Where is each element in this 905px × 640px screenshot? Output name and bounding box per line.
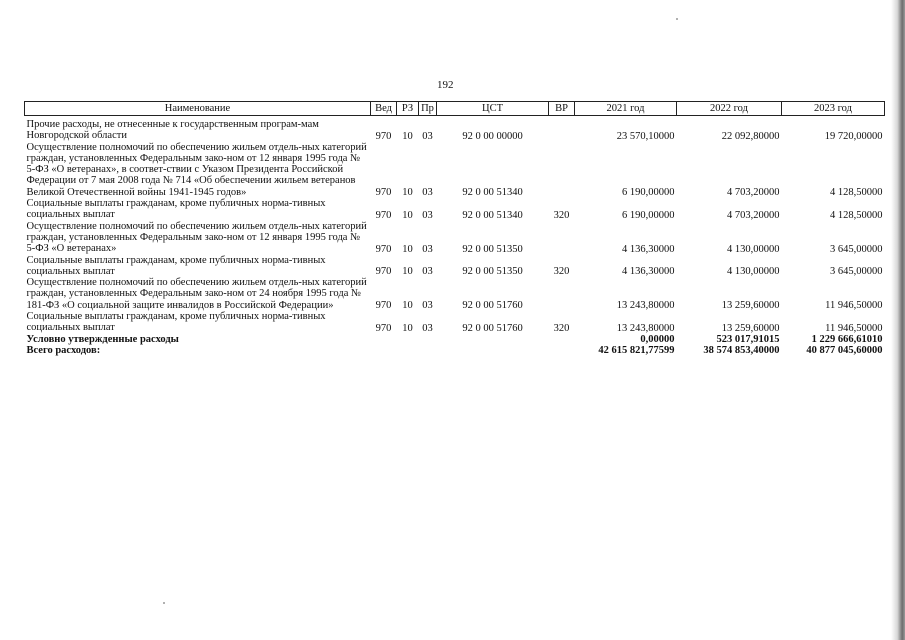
header-vr: ВР bbox=[549, 102, 575, 116]
row-name: Социальные выплаты гражданам, кроме публичных норма-тивных социальных выплат bbox=[26, 311, 326, 334]
total-2022: 523 017,91015 bbox=[716, 333, 780, 345]
header-2022: 2022 год bbox=[677, 102, 782, 116]
row-2023: 3 645,00000 bbox=[830, 243, 883, 255]
row-name: Социальные выплаты гражданам, кроме публичных норма-тивных социальных выплат bbox=[26, 254, 326, 277]
row-rz: 10 bbox=[402, 300, 413, 312]
row-cst: 92 0 00 51760 bbox=[462, 300, 523, 312]
row-ved: 970 bbox=[375, 130, 392, 142]
table-row bbox=[25, 221, 885, 255]
row-2022: 4 130,00000 bbox=[727, 243, 780, 255]
row-ved: 970 bbox=[375, 187, 392, 199]
row-rz: 10 bbox=[402, 322, 413, 334]
row-name: Осуществление полномочий по обеспечению жильем отдель-ных категорий граждан, установленных Федеральным зако-ном от 12 января 1995 года № 5-ФЗ «О ветеранах» bbox=[26, 220, 367, 255]
row-vr bbox=[549, 142, 575, 198]
row-2022: 22 092,80000 bbox=[721, 130, 780, 142]
row-pr: 03 bbox=[422, 300, 433, 312]
row-pr: 03 bbox=[422, 266, 433, 278]
row-vr: 320 bbox=[553, 209, 570, 221]
row-cst: 92 0 00 00000 bbox=[462, 130, 523, 142]
row-rz: 10 bbox=[402, 130, 413, 142]
row-2023: 19 720,00000 bbox=[824, 130, 883, 142]
scan-speck bbox=[163, 602, 165, 604]
row-ved: 970 bbox=[375, 300, 392, 312]
row-2023: 11 946,50000 bbox=[825, 322, 883, 334]
row-vr: 320 bbox=[553, 266, 570, 278]
row-2022: 13 259,60000 bbox=[721, 300, 780, 312]
row-2022: 4 703,20000 bbox=[727, 209, 780, 221]
row-2022: 13 259,60000 bbox=[721, 322, 780, 334]
table-row bbox=[25, 116, 885, 142]
scan-speck bbox=[676, 18, 678, 20]
total-row-conditional bbox=[25, 334, 885, 345]
header-2023: 2023 год bbox=[782, 102, 885, 116]
table-row bbox=[25, 198, 885, 221]
row-name: Социальные выплаты гражданам, кроме публичных норма-тивных социальных выплат bbox=[26, 198, 326, 221]
total-name: Всего расходов: bbox=[26, 344, 101, 356]
page-number: 192 bbox=[437, 79, 454, 91]
row-pr: 03 bbox=[422, 243, 433, 255]
row-2023: 3 645,00000 bbox=[830, 266, 883, 278]
row-2023: 11 946,50000 bbox=[825, 300, 883, 312]
row-vr: 320 bbox=[553, 322, 570, 334]
total-name: Условно утвержденные расходы bbox=[26, 333, 179, 345]
row-2021: 4 136,30000 bbox=[622, 243, 675, 255]
header-name: Наименование bbox=[25, 102, 371, 116]
row-vr bbox=[549, 277, 575, 311]
row-2023: 4 128,50000 bbox=[830, 187, 883, 199]
row-2021: 4 136,30000 bbox=[622, 266, 675, 278]
total-2022: 38 574 853,40000 bbox=[703, 345, 780, 357]
row-cst: 92 0 00 51760 bbox=[462, 322, 523, 334]
row-cst: 92 0 00 51350 bbox=[462, 266, 523, 278]
row-vr bbox=[549, 221, 575, 255]
row-ved: 970 bbox=[375, 209, 392, 221]
row-pr: 03 bbox=[422, 322, 433, 334]
row-2022: 4 703,20000 bbox=[727, 187, 780, 199]
row-rz: 10 bbox=[402, 243, 413, 255]
row-vr bbox=[549, 116, 575, 142]
row-cst: 92 0 00 51340 bbox=[462, 209, 523, 221]
row-name: Осуществление полномочий по обеспечению жильем отдель-ных категорий граждан, установленных Федеральным зако-ном от 24 ноября 1995 года № 181-ФЗ «О социальной защите инвалидов в Российской Федерации» bbox=[26, 277, 367, 311]
row-rz: 10 bbox=[402, 266, 413, 278]
table-row bbox=[25, 255, 885, 278]
row-rz: 10 bbox=[402, 187, 413, 199]
row-pr: 03 bbox=[422, 130, 433, 142]
row-2023: 4 128,50000 bbox=[830, 209, 883, 221]
row-2021: 6 190,00000 bbox=[622, 187, 675, 199]
header-2021: 2021 год bbox=[575, 102, 677, 116]
row-ved: 970 bbox=[375, 243, 392, 255]
row-rz: 10 bbox=[402, 209, 413, 221]
header-ved: Вед bbox=[371, 102, 397, 116]
total-2021: 42 615 821,77599 bbox=[598, 345, 675, 357]
header-rz: РЗ bbox=[397, 102, 419, 116]
row-pr: 03 bbox=[422, 187, 433, 199]
total-2023: 40 877 045,60000 bbox=[806, 345, 883, 357]
header-cst: ЦСТ bbox=[437, 102, 549, 116]
table-row bbox=[25, 277, 885, 311]
row-2021: 6 190,00000 bbox=[622, 209, 675, 221]
row-2021: 23 570,10000 bbox=[616, 130, 675, 142]
total-row-grand bbox=[25, 345, 885, 356]
table-row bbox=[25, 311, 885, 334]
row-2021: 13 243,80000 bbox=[616, 322, 675, 334]
row-2022: 4 130,00000 bbox=[727, 266, 780, 278]
table-row bbox=[25, 142, 885, 198]
row-ved: 970 bbox=[375, 266, 392, 278]
scan-edge-shadow bbox=[891, 0, 905, 640]
total-2023: 1 229 666,61010 bbox=[811, 333, 883, 345]
table-header-row bbox=[25, 102, 885, 116]
row-cst: 92 0 00 51350 bbox=[462, 243, 523, 255]
row-ved: 970 bbox=[375, 322, 392, 334]
total-2021: 0,00000 bbox=[640, 333, 675, 345]
row-name: Прочие расходы, не отнесенные к государственным програм-мам Новгородской области bbox=[26, 119, 319, 142]
row-2021: 13 243,80000 bbox=[616, 300, 675, 312]
row-name: Осуществление полномочий по обеспечению жильем отдель-ных категорий граждан, установленных Федеральным зако-ном от 12 января 1995 года № 5-ФЗ «О ветеранах», в соответ-ствии с Указом Президента Российской Федерации от 7 мая 2008 года № 714 «Об обеспечении жильем ветеранов Великой Отечественной войны 1941-1945 годов» bbox=[26, 141, 367, 198]
row-pr: 03 bbox=[422, 209, 433, 221]
row-cst: 92 0 00 51340 bbox=[462, 187, 523, 199]
header-pr: Пр bbox=[419, 102, 437, 116]
budget-table bbox=[24, 101, 885, 356]
